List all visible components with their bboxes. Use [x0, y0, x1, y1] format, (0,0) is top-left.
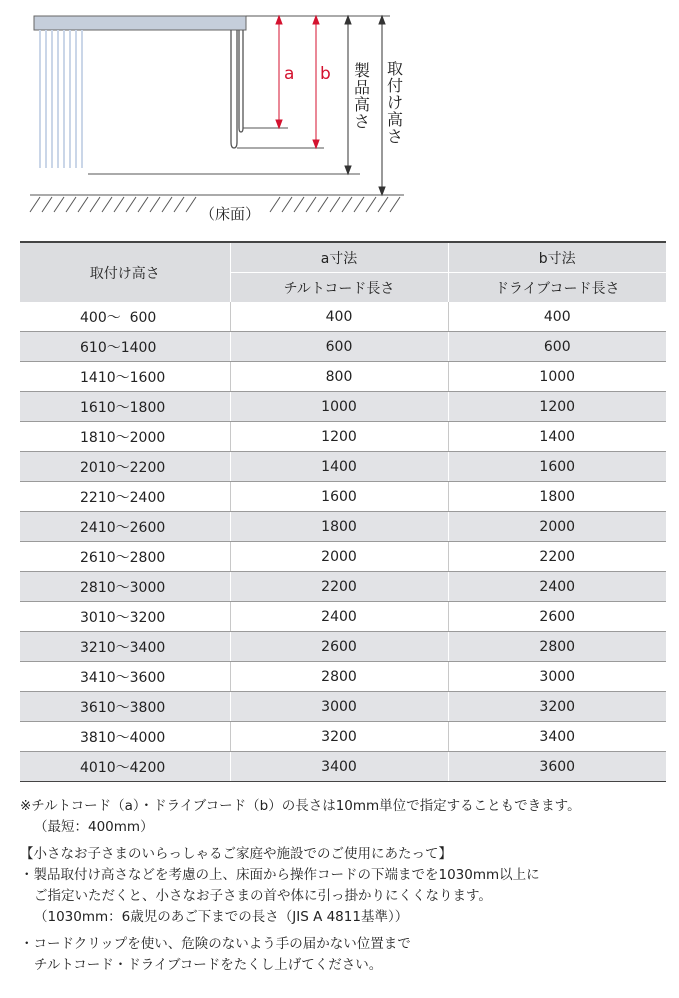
table-row — [20, 452, 666, 482]
label-floor: （床面） — [200, 205, 261, 223]
cord-length-table — [20, 241, 666, 782]
mount-range: 3010～3200 — [20, 602, 230, 632]
table-row — [20, 752, 666, 782]
mount-range: 1610～1800 — [20, 392, 230, 422]
mount-range: 3210～3400 — [20, 632, 230, 662]
b-length: 1000 — [448, 362, 666, 392]
a-length: 1200 — [230, 422, 448, 452]
a-length: 2600 — [230, 632, 448, 662]
b-length: 2000 — [448, 512, 666, 542]
a-length: 2000 — [230, 542, 448, 572]
b-length: 1600 — [448, 452, 666, 482]
mount-range: 2010～2200 — [20, 452, 230, 482]
a-length: 1400 — [230, 452, 448, 482]
b-length: 600 — [448, 332, 666, 362]
table-row — [20, 362, 666, 392]
vertical-slats — [40, 30, 82, 168]
a-length: 1800 — [230, 512, 448, 542]
b-length: 2800 — [448, 632, 666, 662]
product-height-arrow — [345, 16, 351, 174]
b-length: 2200 — [448, 542, 666, 572]
operation-cords — [231, 30, 243, 148]
mount-range: 1810～2000 — [20, 422, 230, 452]
head-rail — [34, 16, 246, 30]
safety-bullet-2-line2: チルトコード・ドライブコードをたくし上げてください。 — [34, 957, 383, 973]
dimension-b-arrow — [313, 16, 319, 148]
a-length: 3200 — [230, 722, 448, 752]
table-row — [20, 572, 666, 602]
a-length: 1000 — [230, 392, 448, 422]
label-b: b — [320, 64, 331, 84]
b-length: 1800 — [448, 482, 666, 512]
b-length: 400 — [448, 302, 666, 332]
safety-heading: 【小さなお子さまのいらっしゃるご家庭や施設でのご使用にあたって】 — [20, 846, 452, 862]
header-a: a寸法 — [230, 242, 448, 273]
header-mount-height: 取付け高さ — [20, 242, 230, 302]
mount-range: 610～1400 — [20, 332, 230, 362]
a-length: 2200 — [230, 572, 448, 602]
b-length: 2400 — [448, 572, 666, 602]
mount-height-arrow — [379, 16, 385, 195]
header-b-sub: ドライブコード長さ — [448, 273, 666, 303]
b-length: 1200 — [448, 392, 666, 422]
note-length-unit: ※チルトコード（a）・ドライブコード（b）の長さは10mm単位で指定することもできます。 — [20, 798, 581, 814]
safety-bullet-1-line1: ・製品取付け高さなどを考慮の上、床面から操作コードの下端までを1030mm以上に — [20, 867, 540, 883]
mount-range: 1410～1600 — [20, 362, 230, 392]
a-length: 800 — [230, 362, 448, 392]
table-row — [20, 482, 666, 512]
table-row — [20, 542, 666, 572]
table-row — [20, 722, 666, 752]
mount-range: 400～ 600 — [20, 302, 230, 332]
a-length: 3400 — [230, 752, 448, 782]
safety-bullet-2-line1: ・コードクリップを使い、危険のないよう手の届かない位置まで — [20, 936, 411, 952]
table-row — [20, 632, 666, 662]
mount-range: 4010～4200 — [20, 752, 230, 782]
b-length: 3400 — [448, 722, 666, 752]
note-minimum: （最短：400mm） — [34, 819, 154, 835]
safety-bullet-1-line2: ご指定いただくと、小さなお子さまの首や体に引っ掛かりにくくなります。 — [34, 888, 492, 904]
installation-diagram — [0, 0, 679, 240]
table-row — [20, 392, 666, 422]
mount-range: 3610～3800 — [20, 692, 230, 722]
table-row — [20, 332, 666, 362]
mount-range: 3810～4000 — [20, 722, 230, 752]
dimension-a-arrow — [276, 16, 282, 128]
label-mount-height: 取付け高さ — [386, 59, 403, 146]
label-product-height: 製品高さ — [353, 61, 370, 131]
a-length: 400 — [230, 302, 448, 332]
mount-range: 2810～3000 — [20, 572, 230, 602]
a-length: 3000 — [230, 692, 448, 722]
table-row — [20, 512, 666, 542]
mount-range: 3410～3600 — [20, 662, 230, 692]
mount-range: 2210～2400 — [20, 482, 230, 512]
a-length: 1600 — [230, 482, 448, 512]
a-length: 600 — [230, 332, 448, 362]
mount-range: 2410～2600 — [20, 512, 230, 542]
label-a: a — [284, 64, 295, 84]
mount-range: 2610～2800 — [20, 542, 230, 572]
b-length: 3000 — [448, 662, 666, 692]
b-length: 3600 — [448, 752, 666, 782]
table-row — [20, 692, 666, 722]
a-length: 2800 — [230, 662, 448, 692]
table-row — [20, 602, 666, 632]
a-length: 2400 — [230, 602, 448, 632]
header-a-sub: チルトコード長さ — [230, 273, 448, 303]
safety-bullet-1-line3: （1030mm：6歳児のあご下までの長さ（JIS A 4811基準）） — [34, 909, 409, 925]
b-length: 2600 — [448, 602, 666, 632]
table-row — [20, 302, 666, 332]
header-b: b寸法 — [448, 242, 666, 273]
table-row — [20, 422, 666, 452]
table-row — [20, 662, 666, 692]
notes-section — [20, 796, 670, 976]
b-length: 3200 — [448, 692, 666, 722]
b-length: 1400 — [448, 422, 666, 452]
